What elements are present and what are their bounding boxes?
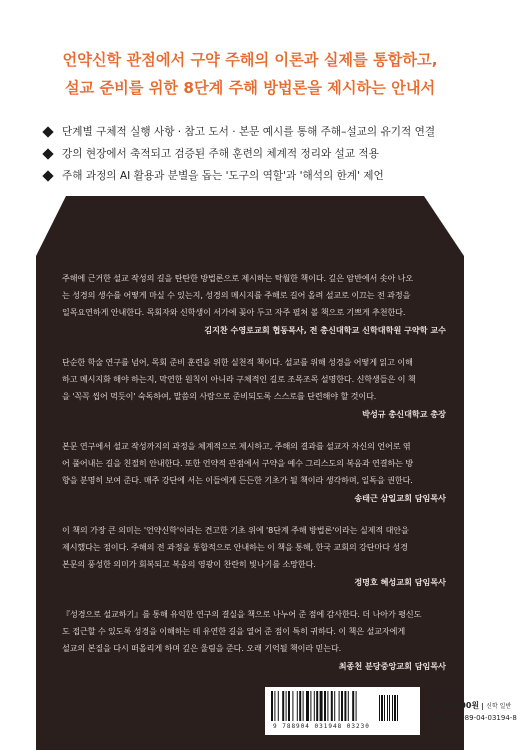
feature-text: 강의 현장에서 축적되고 검증된 주해 훈련의 체계적 정리와 설교 적용 [62, 148, 379, 160]
endorsement-line: 제시했다는 점이다. 주해의 전 과정을 통합적으로 안내하는 이 책을 통해, 한국 교회의 강단마다 성경 [62, 542, 408, 552]
endorsement-line: 일목요연하게 안내한다. 목회자와 신학생이 서가에 꽂아 두고 자주 펼쳐 볼 책으로 기쁘게 추천한다. [62, 307, 406, 317]
endorsement [62, 606, 446, 674]
endorsement-line: 는 성경의 생수를 어떻게 마실 수 있는지, 성경의 메시지를 주해로 길어 올려 설교로 이끄는 전 과정을 [62, 290, 411, 300]
endorser: 박성규 총신대학교 총장 [362, 409, 446, 419]
endorsement [62, 270, 446, 338]
endorsement [62, 522, 446, 590]
endorsement-line: 본문의 풍성한 의미가 회복되고 복음의 영광이 찬란히 빛나기를 소망한다. [62, 559, 316, 569]
category: 신학 일반 [482, 703, 511, 710]
barcode-area [265, 687, 420, 735]
endorsement-line: 주해에 근거한 설교 작성의 길을 탄탄한 방법론으로 제시하는 탁월한 책이다. 깊은 암반에서 솟아 나오 [62, 273, 414, 283]
endorsement-line: 설교의 본질을 다시 떠올리게 하며 깊은 울림을 준다. 오래 기억될 책이라 믿는다. [62, 643, 342, 653]
endorsement-line: 이 책의 가장 큰 의미는 '언약신학'이라는 견고한 기초 위에 '8단계 주해 방법론'이라는 실제적 대안을 [62, 525, 409, 535]
endorsement-line: 단순한 학술 연구를 넘어, 목회 준비 훈련을 위한 실천적 책이다. 설교를 위해 성경을 어떻게 읽고 이해 [62, 357, 413, 367]
barcode-number: 9 788904 031948 03230 [273, 723, 370, 730]
endorsement-line: 하고 메시지화 해야 하는지, 막연한 원칙이 아니라 구체적인 길로 조목조목 설명한다. 신학생들은 이 책 [62, 374, 416, 384]
barcode-icon [271, 691, 413, 721]
endorsement-line: 을 '꼭꼭 씹어 먹듯이' 숙독하여, 말씀의 사람으로 준비되도록 스스로를 단련해야 할 것이다. [62, 391, 377, 401]
endorser: 최종천 분당중앙교회 담임목사 [338, 661, 446, 671]
headline-line-2: 설교 준비를 위한 8단계 주해 방법론을 제시하는 안내서 [64, 79, 436, 97]
endorser: 정명호 혜성교회 담임목사 [354, 577, 446, 587]
endorsement-line: 본문 연구에서 설교 작성까지의 과정을 체계적으로 제시하고, 주해의 결과를 설교자 자신의 언어로 엮 [62, 441, 411, 451]
endorsement-line: 도 접근할 수 있도록 성경을 이해하는 데 유연한 길을 열어 준 점이 특히 귀하다. 이 책은 설교자에게 [62, 626, 406, 636]
feature-text: 주해 과정의 AI 활용과 분별을 돕는 '도구의 역할'과 '해석의 한계' 제언 [62, 170, 384, 182]
price-label [430, 700, 511, 711]
isbn: ISBN 978-89-04-03194-8 [430, 714, 517, 722]
endorsements [62, 270, 446, 690]
endorsement-line: 『성경으로 설교하기』를 통해 유익한 연구의 결실을 책으로 나누어 준 점에 감사한다. 더 나아가 평신도 [62, 609, 422, 619]
price: 값 20,000원 [430, 701, 480, 710]
endorsement-line: 향을 분명히 보여 준다. 매주 강단에 서는 이들에게 든든한 기초가 될 책이라 생각하며, 일독을 권한다. [62, 475, 413, 485]
endorsement-line: 어 풀어내는 길을 친절히 안내한다. 또한 언약적 관점에서 구약을 예수 그리스도의 복음과 연결하는 방 [62, 458, 414, 468]
endorsement [62, 354, 446, 422]
feature-text: 단계별 구체적 실행 사항 · 참고 도서 · 본문 예시를 통해 주해–설교의 유기적 연결 [62, 126, 436, 138]
headline-line-1: 언약신학 관점에서 구약 주해의 이론과 실제를 통합하고, [62, 51, 438, 69]
endorsement [62, 438, 446, 506]
endorser: 김지찬 수영로교회 협동목사, 전 총신대학교 신학대학원 구약학 교수 [204, 325, 446, 335]
endorser: 송태근 삼일교회 담임목사 [354, 493, 446, 503]
